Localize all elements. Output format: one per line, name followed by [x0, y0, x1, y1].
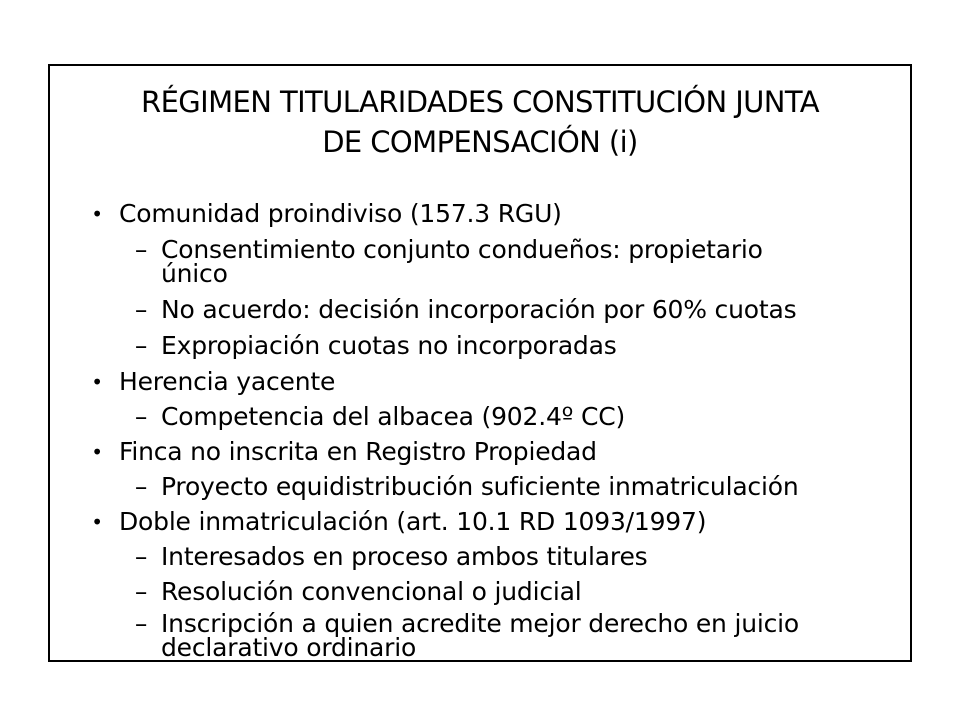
dash-icon: – [134, 609, 148, 638]
bullet-icon: • [91, 370, 103, 394]
list-item-text: Finca no inscrita en Registro Propiedad [119, 437, 597, 466]
list-item-text: Doble inmatriculación (art. 10.1 RD 1093/1997) [119, 507, 707, 536]
dash-icon: – [134, 472, 148, 501]
slide-title-line-2: DE COMPENSACIÓN (i) [322, 125, 638, 159]
dash-icon: – [134, 542, 148, 571]
sub-item-text: Proyecto equidistribución suficiente inmatriculación [161, 472, 799, 501]
sub-item-text: Resolución convencional o judicial [161, 577, 582, 606]
sub-item-interesados [134, 542, 648, 571]
sub-item-text: Interesados en proceso ambos titulares [161, 542, 648, 571]
sub-item-expropiacion [134, 331, 617, 360]
list-item-text: Comunidad proindiviso (157.3 RGU) [119, 199, 562, 228]
list-item-herencia-yacente [91, 367, 336, 396]
sub-item-inscripcion [134, 609, 799, 662]
sub-item-no-acuerdo [134, 295, 797, 324]
sub-item-consentimiento [134, 235, 763, 288]
bullet-icon: • [91, 202, 103, 226]
sub-item-resolucion [134, 577, 582, 606]
slide-title [0, 82, 960, 162]
sub-item-text: Consentimiento conjunto condueños: propietario [161, 235, 763, 264]
list-item-finca-no-inscrita [91, 437, 597, 466]
sub-item-text: Expropiación cuotas no incorporadas [161, 331, 617, 360]
dash-icon: – [134, 295, 148, 324]
sub-item-competencia-albacea [134, 402, 626, 431]
dash-icon: – [134, 235, 148, 264]
dash-icon: – [134, 402, 148, 431]
bullet-icon: • [91, 510, 103, 534]
list-item-doble-inmatriculacion [91, 507, 707, 536]
list-item-comunidad-proindiviso [91, 199, 562, 228]
sub-item-text-continued: único [161, 259, 228, 288]
dash-icon: – [134, 331, 148, 360]
sub-item-text: Competencia del albacea (902.4º CC) [161, 402, 626, 431]
dash-icon: – [134, 577, 148, 606]
bullet-icon: • [91, 440, 103, 464]
sub-item-text-continued: declarativo ordinario [161, 633, 417, 662]
list-item-text: Herencia yacente [119, 367, 336, 396]
sub-item-proyecto-equidistribucion [134, 472, 799, 501]
slide-title-line-1: RÉGIMEN TITULARIDADES CONSTITUCIÓN JUNTA [141, 85, 819, 119]
sub-item-text: Inscripción a quien acredite mejor derecho en juicio [161, 609, 799, 638]
sub-item-text: No acuerdo: decisión incorporación por 60% cuotas [161, 295, 797, 324]
